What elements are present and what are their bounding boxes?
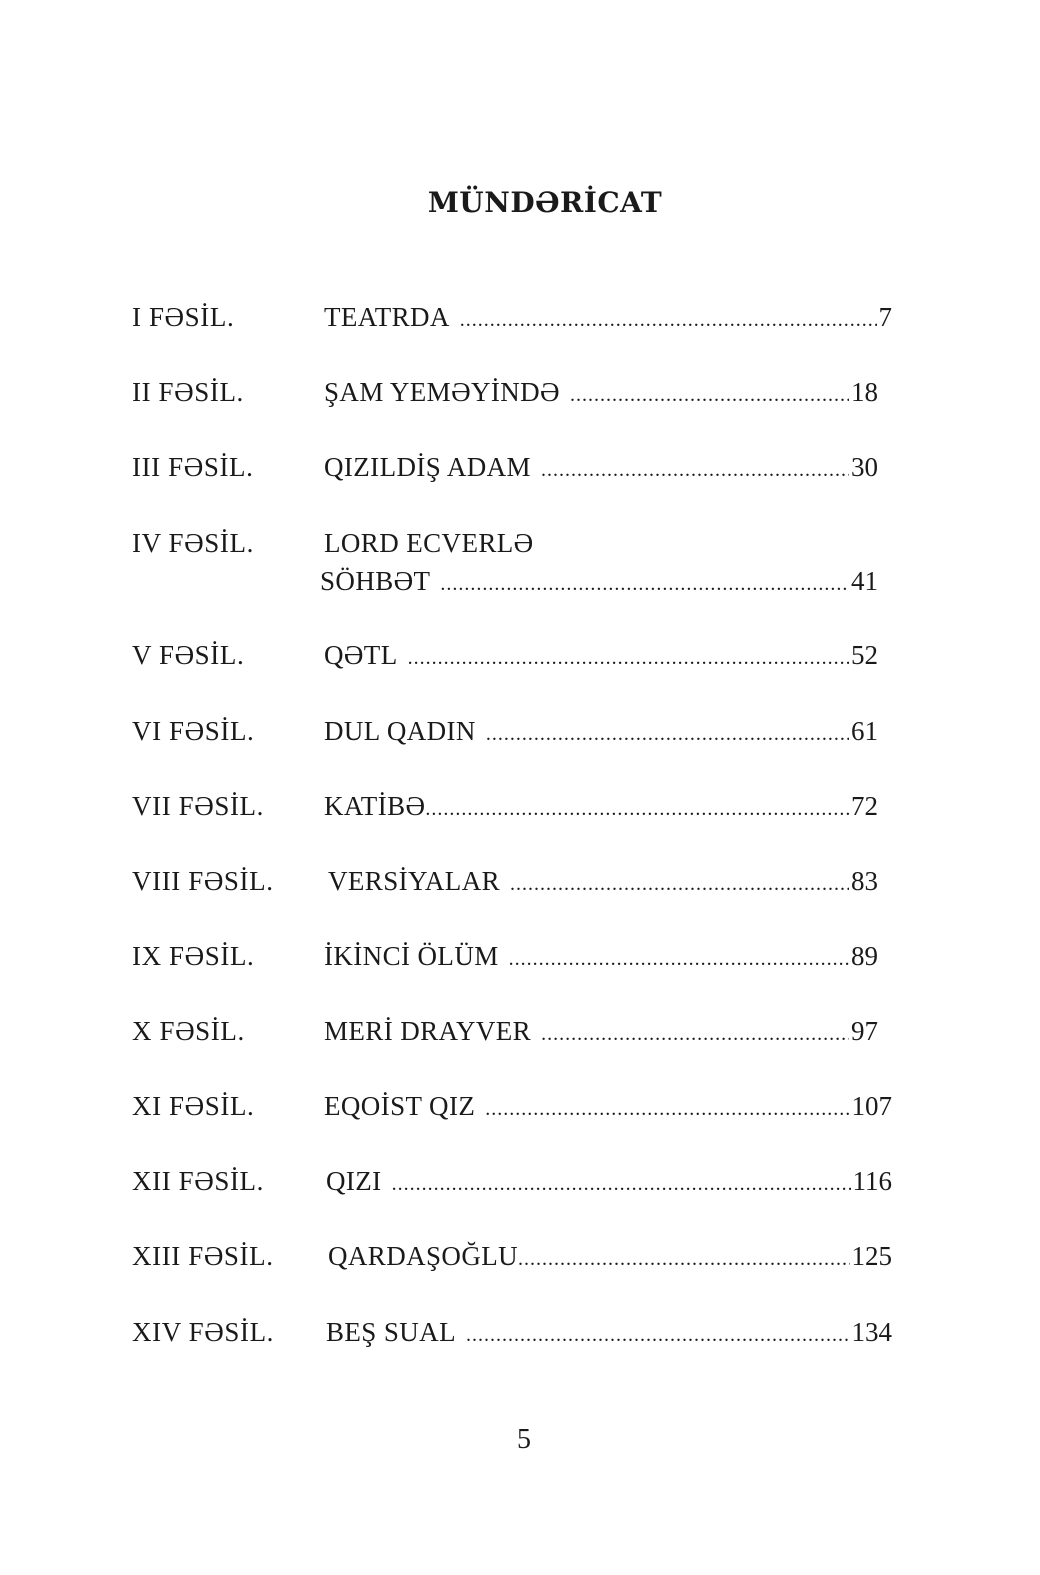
chapter-number: V FƏSİL. — [132, 640, 245, 670]
dot-leader — [460, 309, 877, 332]
chapter-page-number: 41 — [851, 566, 878, 596]
chapter-number: XII FƏSİL. — [132, 1166, 264, 1196]
chapter-page-number: 97 — [851, 1016, 878, 1046]
chapter-title: QƏTL — [324, 640, 398, 670]
chapter-title: VERSİYALAR — [328, 866, 501, 896]
dot-leader — [570, 384, 849, 407]
chapter-title: DUL QADIN — [324, 716, 476, 746]
chapter-page-number: 116 — [852, 1166, 892, 1196]
dot-leader — [466, 1324, 850, 1347]
toc-entry[interactable] — [132, 866, 878, 906]
chapter-title-line1: LORD ECVERLƏ — [324, 528, 534, 558]
page-number: 5 — [517, 1424, 531, 1455]
chapter-page-number: 89 — [851, 941, 878, 971]
toc-entry[interactable] — [132, 1091, 892, 1131]
dot-leader — [425, 798, 849, 821]
chapter-number: I FƏSİL. — [132, 302, 235, 332]
toc-entry[interactable] — [132, 640, 878, 680]
toc-entry[interactable] — [132, 791, 878, 831]
toc-entry[interactable] — [132, 377, 878, 417]
chapter-title: İKİNCİ ÖLÜM — [324, 941, 499, 971]
chapter-number: XI FƏSİL. — [132, 1091, 255, 1121]
dot-leader — [392, 1173, 851, 1196]
chapter-number: IX FƏSİL. — [132, 941, 255, 971]
chapter-page-number: 61 — [851, 716, 878, 746]
chapter-number: XIV FƏSİL. — [132, 1317, 275, 1347]
toc-entry[interactable] — [132, 1241, 892, 1281]
chapter-title: KATİBƏ — [324, 791, 426, 821]
toc-entry[interactable] — [132, 302, 892, 342]
toc-entry[interactable] — [132, 528, 878, 608]
chapter-number: X FƏSİL. — [132, 1016, 245, 1046]
chapter-number: VIII FƏSİL. — [132, 866, 274, 896]
dot-leader — [541, 459, 849, 482]
toc-entry[interactable] — [132, 1317, 892, 1357]
dot-leader — [408, 647, 849, 670]
chapter-title: QIZILDİŞ ADAM — [324, 452, 531, 482]
dot-leader — [541, 1023, 849, 1046]
chapter-page-number: 134 — [851, 1317, 892, 1347]
chapter-page-number: 83 — [851, 866, 878, 896]
dot-leader — [485, 1098, 849, 1121]
chapter-page-number: 30 — [851, 452, 878, 482]
chapter-number: III FƏSİL. — [132, 452, 254, 482]
chapter-title: QIZI — [326, 1166, 382, 1196]
chapter-page-number: 107 — [851, 1091, 892, 1121]
chapter-title: TEATRDA — [324, 302, 450, 332]
chapter-title: ŞAM YEMƏYİNDƏ — [324, 377, 560, 407]
chapter-page-number: 72 — [851, 791, 878, 821]
dot-leader — [440, 573, 849, 596]
toc-entry[interactable] — [132, 1166, 892, 1206]
chapter-title: MERİ DRAYVER — [324, 1016, 532, 1046]
dot-leader — [510, 873, 849, 896]
dot-leader — [518, 1248, 849, 1271]
chapter-title: BEŞ SUAL — [326, 1317, 456, 1347]
chapter-title: EQOİST QIZ — [324, 1091, 476, 1121]
chapter-title: SÖHBƏT — [320, 566, 431, 596]
chapter-number: VI FƏSİL. — [132, 716, 255, 746]
toc-entry[interactable] — [132, 1016, 878, 1056]
chapter-title: QARDAŞOĞLU — [328, 1241, 519, 1271]
chapter-page-number: 125 — [851, 1241, 892, 1271]
chapter-number: II FƏSİL. — [132, 377, 244, 407]
dot-leader — [509, 948, 849, 971]
chapter-number: IV FƏSİL. — [132, 528, 254, 558]
toc-entry[interactable] — [132, 452, 878, 492]
chapter-page-number: 18 — [851, 377, 878, 407]
chapter-page-number: 52 — [851, 640, 878, 670]
dot-leader — [486, 723, 849, 746]
toc-entry[interactable] — [132, 716, 878, 756]
chapter-page-number: 7 — [878, 302, 892, 332]
chapter-number: XIII FƏSİL. — [132, 1241, 274, 1271]
toc-entry[interactable] — [132, 941, 878, 981]
chapter-number: VII FƏSİL. — [132, 791, 264, 821]
page-title: MÜNDƏRİCAT — [427, 186, 663, 219]
